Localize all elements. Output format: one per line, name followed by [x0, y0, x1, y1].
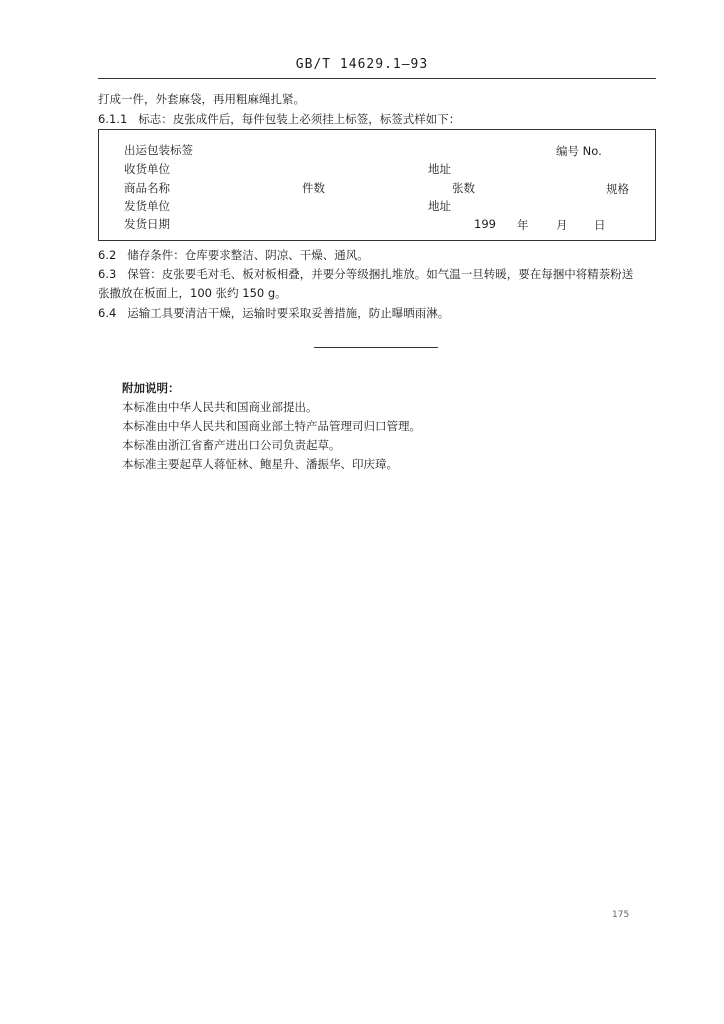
address-label-2: 地址	[428, 199, 451, 213]
section-text: 标志：皮张成件后，每件包装上必须挂上标签，标签式样如下：	[138, 112, 461, 126]
goods-name-label: 商品名称	[124, 181, 170, 195]
spec-label: 规格	[606, 182, 629, 196]
day-label: 日	[594, 218, 606, 232]
month-label: 月	[556, 218, 568, 232]
section-number: 6.3	[98, 267, 117, 281]
shipper-label: 发货单位	[124, 199, 170, 213]
appendix-line: 本标准由中华人民共和国商业部提出。	[122, 400, 318, 414]
section-number: 6.2	[98, 248, 117, 262]
section-number: 6.4	[98, 306, 117, 320]
end-of-text-rule	[314, 347, 438, 348]
year-prefix: 199	[474, 217, 496, 231]
label-number-field: 编号 No.	[556, 144, 602, 158]
page-number: 175	[612, 910, 630, 920]
section-6-3	[98, 266, 633, 282]
section-6-4	[98, 305, 449, 321]
appendix-heading: 附加说明：	[122, 381, 180, 395]
sheets-label: 张数	[452, 181, 475, 195]
section-6-3-continued: 张撒放在板面上，100 张约 150 g。	[98, 286, 287, 300]
section-number: 6.1.1	[98, 112, 128, 126]
appendix-line: 本标准由浙江省畜产进出口公司负责起草。	[122, 438, 341, 452]
pieces-label: 件数	[302, 181, 325, 195]
header-rule	[98, 78, 656, 79]
address-label-1: 地址	[428, 162, 451, 176]
standard-code-header: GB/T 14629.1—93	[295, 57, 429, 72]
section-6-1-1	[98, 111, 460, 127]
section-text: 运输工具要清洁干燥，运输时要采取妥善措施，防止曝晒雨淋。	[127, 306, 450, 320]
label-title: 出运包装标签	[124, 143, 193, 157]
section-text: 保管：皮张要毛对毛、板对板相叠，并要分等级捆扎堆放。如气温一旦转暖，要在每捆中将精萘粉送	[127, 267, 634, 281]
appendix-line: 本标准由中华人民共和国商业部土特产品管理司归口管理。	[122, 419, 421, 433]
consignee-label: 收货单位	[124, 162, 170, 176]
year-label: 年	[517, 218, 529, 232]
appendix-line: 本标准主要起草人蒋怔林、鲍星升、潘振华、印庆璋。	[122, 457, 398, 471]
intro-line: 打成一件，外套麻袋，再用粗麻绳扎紧。	[98, 92, 305, 106]
ship-date-label: 发货日期	[124, 217, 170, 231]
section-text: 储存条件：仓库要求整洁、阴凉、干燥、通风。	[127, 248, 369, 262]
section-6-2	[98, 247, 369, 263]
